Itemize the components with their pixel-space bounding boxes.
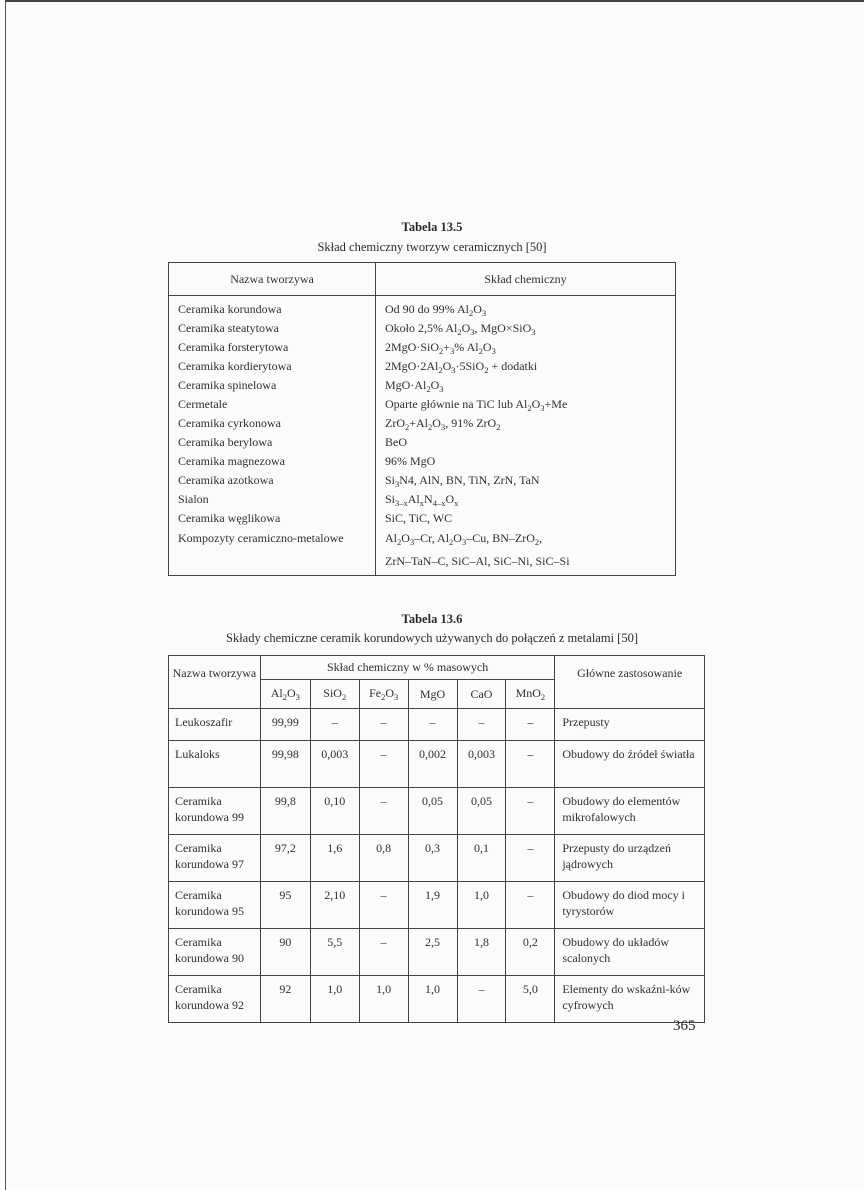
- table-13-6-subtitle: Składy chemiczne ceramik korundowych używanych do połączeń z metalami [50]: [226, 631, 638, 645]
- table-row: [169, 338, 676, 357]
- material-name: Ceramika korundowa 90: [169, 929, 261, 976]
- composition-value: 0,10: [310, 788, 359, 835]
- table-row: [169, 528, 676, 576]
- material-composition: $MgO\cdot Al_2O_3$: [376, 376, 676, 395]
- material-name: Kompozyty ceramiczno-metalowe: [169, 528, 376, 576]
- column-header-mno2: MnO$_2$: [506, 680, 555, 709]
- application-text: Elementy do wskaźni-ków cyfrowych: [555, 976, 705, 1023]
- material-name: Ceramika magnezowa: [169, 452, 376, 471]
- table-row: [169, 433, 676, 452]
- composition-value: 90: [260, 929, 310, 976]
- application-text: Przepusty do urządzeń jądrowych: [555, 835, 705, 882]
- composition-value: 0,002: [408, 741, 457, 788]
- composition-value: 1,8: [457, 929, 506, 976]
- material-name: Leukoszafir: [169, 709, 261, 741]
- material-composition: 96% MgO: [376, 452, 676, 471]
- composition-value: 5,5: [310, 929, 359, 976]
- composition-value: 0,05: [408, 788, 457, 835]
- table-row: [169, 788, 705, 835]
- composition-value: –: [506, 788, 555, 835]
- composition-value: –: [359, 741, 408, 788]
- corundum-ceramics-table: [168, 655, 705, 1023]
- material-composition: $ZrO_2+Al_2O_3$, 91% ZrO$_2$: [376, 414, 676, 433]
- composition-value: 2,5: [408, 929, 457, 976]
- table-row: [169, 376, 676, 395]
- material-name: Ceramika kordierytowa: [169, 357, 376, 376]
- column-header-composition: Skład chemiczny w % masowych: [260, 656, 554, 680]
- table-row: [169, 452, 676, 471]
- composition-value: 0,05: [457, 788, 506, 835]
- composition-value: 2,10: [310, 882, 359, 929]
- material-composition: $Si_{3-x}Al_xN_{4-x}O_x$: [376, 490, 676, 509]
- material-composition: $Al_2O_3-Cr$, $Al_2O_3-Cu$, BN–ZrO$_2$, ZrN–TaN–C, SiC–Al, SiC–Ni, SiC–Si: [376, 528, 676, 576]
- page-number: 365: [673, 1018, 696, 1034]
- composition-value: 97,2: [260, 835, 310, 882]
- material-name: Cermetale: [169, 395, 376, 414]
- composition-value: 0,2: [506, 929, 555, 976]
- composition-value: 0,003: [310, 741, 359, 788]
- composition-value: 99,98: [260, 741, 310, 788]
- composition-value: 1,0: [310, 976, 359, 1023]
- composition-value: 0,8: [359, 835, 408, 882]
- material-composition: $Si_3N4$, AlN, BN, TiN, ZrN, TaN: [376, 471, 676, 490]
- composition-value: –: [506, 709, 555, 741]
- application-text: Przepusty: [555, 709, 705, 741]
- composition-value: –: [359, 709, 408, 741]
- composition-value: –: [506, 882, 555, 929]
- composition-value: –: [408, 709, 457, 741]
- material-name: Ceramika korundowa 92: [169, 976, 261, 1023]
- material-name: Ceramika korundowa 97: [169, 835, 261, 882]
- material-composition: $2MgO\cdot SiO_2+_3\%$ $Al_2O_3$: [376, 338, 676, 357]
- table-row: [169, 835, 705, 882]
- column-header-application: Główne zastosowanie: [555, 656, 705, 709]
- table-row: [169, 296, 676, 320]
- table-row: [169, 882, 705, 929]
- application-text: Obudowy do elementów mikrofalowych: [555, 788, 705, 835]
- material-composition: Od 90 do 99% $Al_2O_3$: [376, 296, 676, 320]
- application-text: Obudowy do źródeł światła: [555, 741, 705, 788]
- column-header-al2o3: $Al_2O_3$: [260, 680, 310, 709]
- table-row: [169, 319, 676, 338]
- material-name: Sialon: [169, 490, 376, 509]
- table-13-5-title: Tabela 13.5: [401, 220, 463, 234]
- column-header-sio2: SiO$_2$: [310, 680, 359, 709]
- table-row: [169, 471, 676, 490]
- composition-value: –: [359, 788, 408, 835]
- material-composition: SiC, TiC, WC: [376, 509, 676, 528]
- application-text: Obudowy do układów scalonych: [555, 929, 705, 976]
- material-composition: $2MgO\cdot 2Al_2O_3\cdot 5SiO_2$ + dodatki: [376, 357, 676, 376]
- table-row: [169, 395, 676, 414]
- application-text: Obudowy do diod mocy i tyrystorów: [555, 882, 705, 929]
- column-header-cao: CaO: [457, 680, 506, 709]
- material-name: Ceramika steatytowa: [169, 319, 376, 338]
- composition-value: –: [506, 741, 555, 788]
- composition-value: –: [457, 709, 506, 741]
- table-row: [169, 509, 676, 528]
- table-row: [169, 709, 705, 741]
- composition-value: –: [359, 929, 408, 976]
- material-name: Ceramika korundowa 95: [169, 882, 261, 929]
- table-13-5-subtitle: Skład chemiczny tworzyw ceramicznych [50]: [317, 240, 547, 254]
- composition-value: 99,8: [260, 788, 310, 835]
- composition-value: 99,99: [260, 709, 310, 741]
- composition-value: 92: [260, 976, 310, 1023]
- material-name: Ceramika węglikowa: [169, 509, 376, 528]
- table-row: [169, 357, 676, 376]
- material-name: Lukaloks: [169, 741, 261, 788]
- column-header-fe2o3: $Fe_2O_3$: [359, 680, 408, 709]
- table-row: [169, 929, 705, 976]
- table-row: [169, 414, 676, 433]
- composition-value: 0,1: [457, 835, 506, 882]
- table-row: [169, 490, 676, 509]
- column-header-composition: Skład chemiczny: [376, 263, 676, 296]
- composition-value: 0,3: [408, 835, 457, 882]
- composition-value: 1,6: [310, 835, 359, 882]
- material-composition: BeO: [376, 433, 676, 452]
- material-composition: Oparte głównie na TiC lub $Al_2O_3+Me$: [376, 395, 676, 414]
- table-row: [169, 976, 705, 1023]
- column-header-mgo: MgO: [408, 680, 457, 709]
- material-name: Ceramika spinelowa: [169, 376, 376, 395]
- material-name: Ceramika forsterytowa: [169, 338, 376, 357]
- column-header-name: Nazwa tworzywa: [169, 263, 376, 296]
- composition-value: 5,0: [506, 976, 555, 1023]
- material-composition: Około 2,5% $Al_2O_3$, MgO×SiO$_3$: [376, 319, 676, 338]
- column-header-name: Nazwa tworzywa: [169, 656, 261, 709]
- material-name: Ceramika azotkowa: [169, 471, 376, 490]
- composition-value: 1,0: [408, 976, 457, 1023]
- composition-value: 95: [260, 882, 310, 929]
- composition-value: –: [506, 835, 555, 882]
- table-row: [169, 741, 705, 788]
- composition-value: 1,0: [359, 976, 408, 1023]
- table-13-6-title: Tabela 13.6: [401, 612, 463, 626]
- ceramic-composition-table: [168, 262, 676, 576]
- composition-value: –: [359, 882, 408, 929]
- material-name: Ceramika korundowa: [169, 296, 376, 320]
- composition-value: 0,003: [457, 741, 506, 788]
- composition-value: –: [310, 709, 359, 741]
- composition-value: –: [457, 976, 506, 1023]
- composition-value: 1,0: [457, 882, 506, 929]
- composition-value: 1,9: [408, 882, 457, 929]
- material-name: Ceramika berylowa: [169, 433, 376, 452]
- material-name: Ceramika korundowa 99: [169, 788, 261, 835]
- material-name: Ceramika cyrkonowa: [169, 414, 376, 433]
